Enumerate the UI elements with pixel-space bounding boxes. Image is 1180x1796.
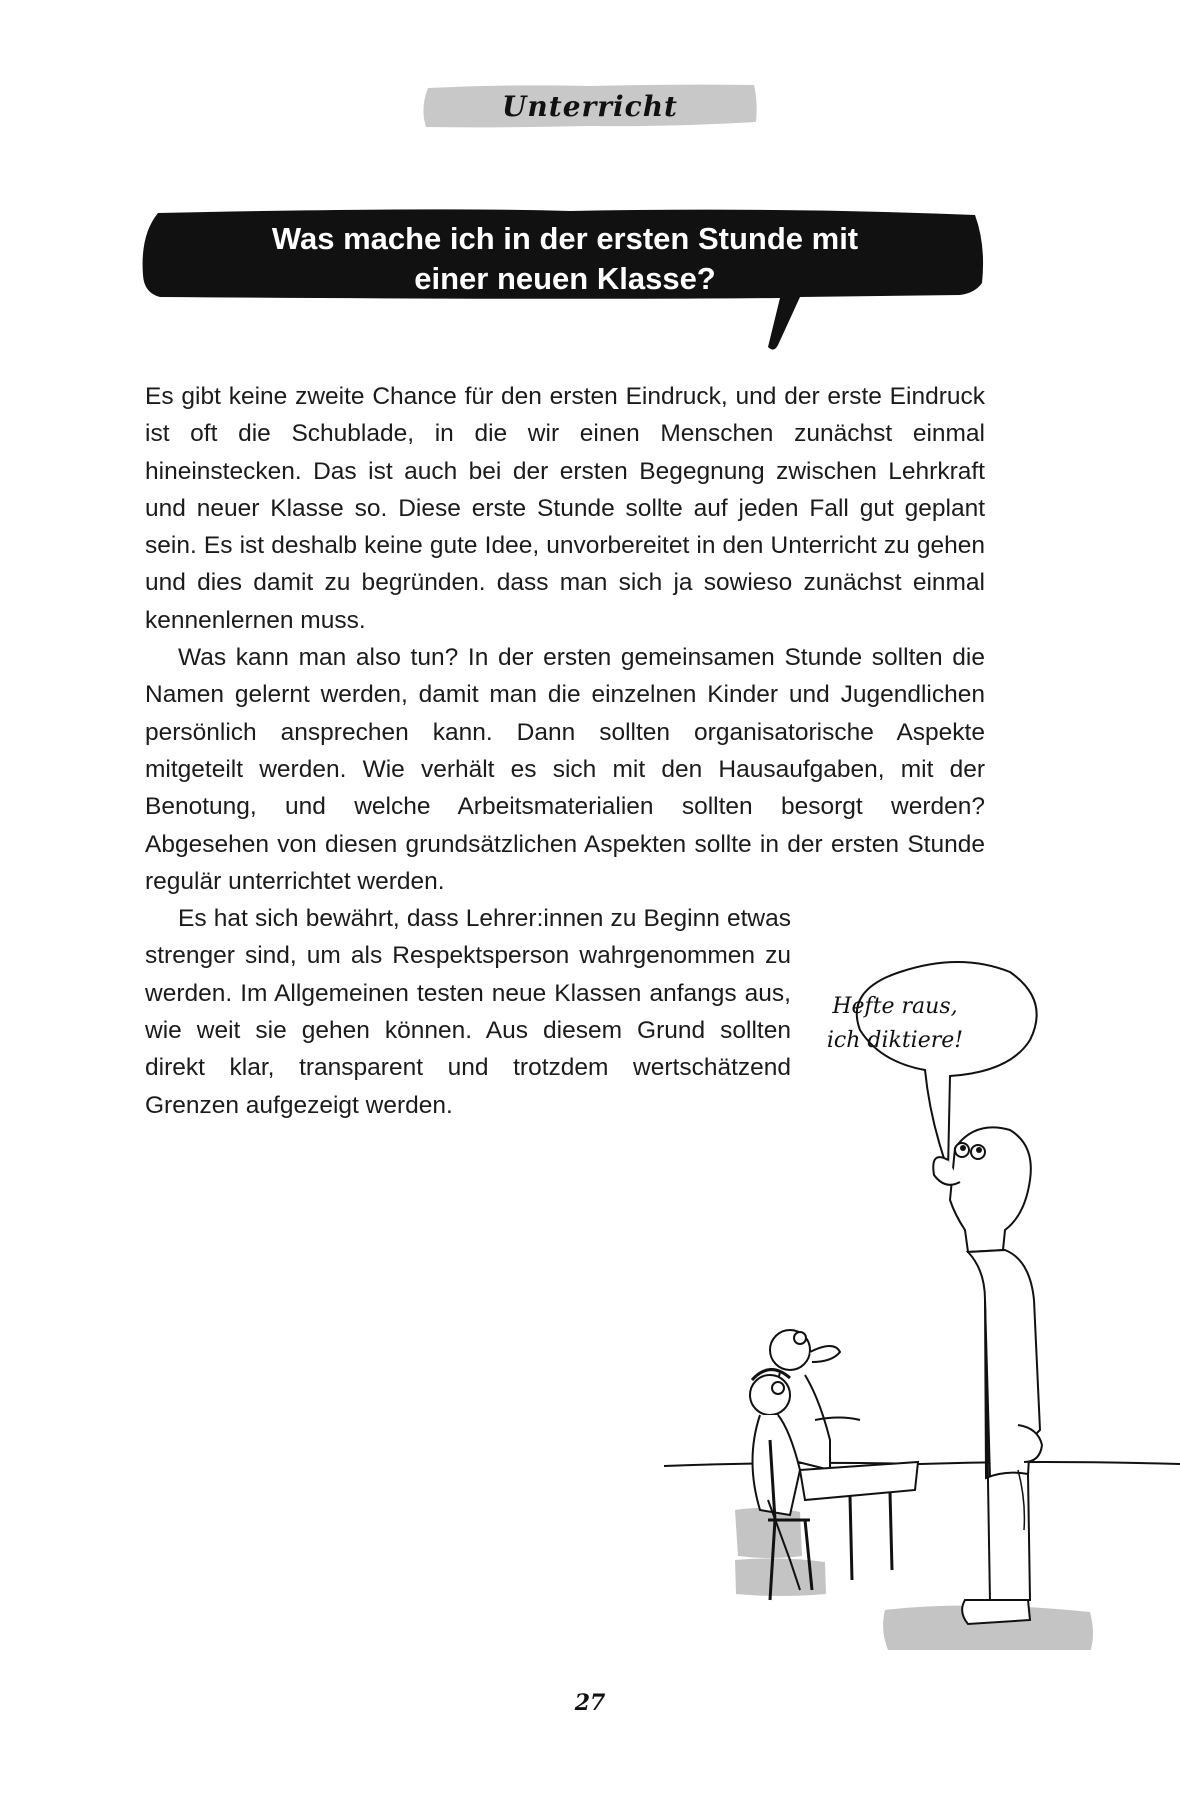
chapter-label: Unterricht bbox=[501, 89, 678, 123]
desk-leg-1 bbox=[850, 1496, 852, 1580]
teacher-pupil-left bbox=[960, 1145, 966, 1151]
speech-bubble-text bbox=[800, 990, 990, 1058]
student-2-eye bbox=[772, 1382, 784, 1394]
teacher-pupil-right bbox=[976, 1147, 982, 1153]
page-title bbox=[200, 219, 930, 299]
speech-line-2: ich diktiere! bbox=[826, 1028, 964, 1053]
student-1-eye bbox=[794, 1332, 806, 1344]
paragraph-2: Was kann man also tun? In der ersten gemeinsamen Stunde sollten die Namen gelernt werden, damit man die einzelnen Kinder und Jugendlichen persönlich ansprechen kann. Dann sollten organisatorische Aspekte mitgeteilt werden. Wie verhält es sich mit den Hausaufgaben, mit der Benotung, und welche Arbeitsmaterialien sollten besorgt werden? Abgesehen von diesen grundsätzlichen Aspekten sollte in der ersten Stunde regulär unterrichtet werden. bbox=[145, 644, 985, 895]
paragraph-3: Es hat sich bewährt, dass Lehrer:innen zu Beginn etwas strenger sind, um als Respektsperson wahrgenommen zu werden. Im Allgemeinen testen neue Klassen anfangs aus, wie weit sie gehen können. Aus diesem Grund sollten direkt klar, transparent und trotzdem wertschätzend Grenzen aufgezeigt werden. bbox=[145, 905, 791, 1119]
title-line-2: einer neuen Klasse? bbox=[414, 261, 716, 296]
teacher-shoes bbox=[962, 1600, 1030, 1624]
title-speech-bubble bbox=[140, 205, 990, 355]
chapter-tag bbox=[420, 82, 760, 134]
title-line-1: Was mache ich in der ersten Stunde mit bbox=[271, 221, 859, 256]
student-shadow-2 bbox=[735, 1558, 826, 1596]
page-number: 27 bbox=[574, 1690, 606, 1716]
desk-leg-2 bbox=[890, 1492, 892, 1570]
student-1-arm bbox=[815, 1418, 860, 1421]
student-2-head bbox=[750, 1375, 790, 1415]
student-1-nose bbox=[810, 1346, 840, 1362]
speech-line-1: Hefte raus, bbox=[832, 994, 958, 1019]
paragraph-1: Es gibt keine zweite Chance für den ersten Eindruck, und der erste Eindruck ist oft die Schublade, in die wir einen Menschen zunächst einmal hineinstecken. Das ist auch bei der ersten Begegnung zwischen Lehrkraft und neuer Klasse so. Diese erste Stunde sollte auf jeden Fall gut geplant sein. Es ist deshalb keine gute Idee, unvorbereitet in den Unterricht zu gehen und dies damit zu begründen. dass man sich ja sowieso zunächst einmal kennenlernen muss. bbox=[145, 383, 985, 634]
floor-line bbox=[664, 1462, 1180, 1466]
student-shadow-1 bbox=[735, 1508, 802, 1558]
